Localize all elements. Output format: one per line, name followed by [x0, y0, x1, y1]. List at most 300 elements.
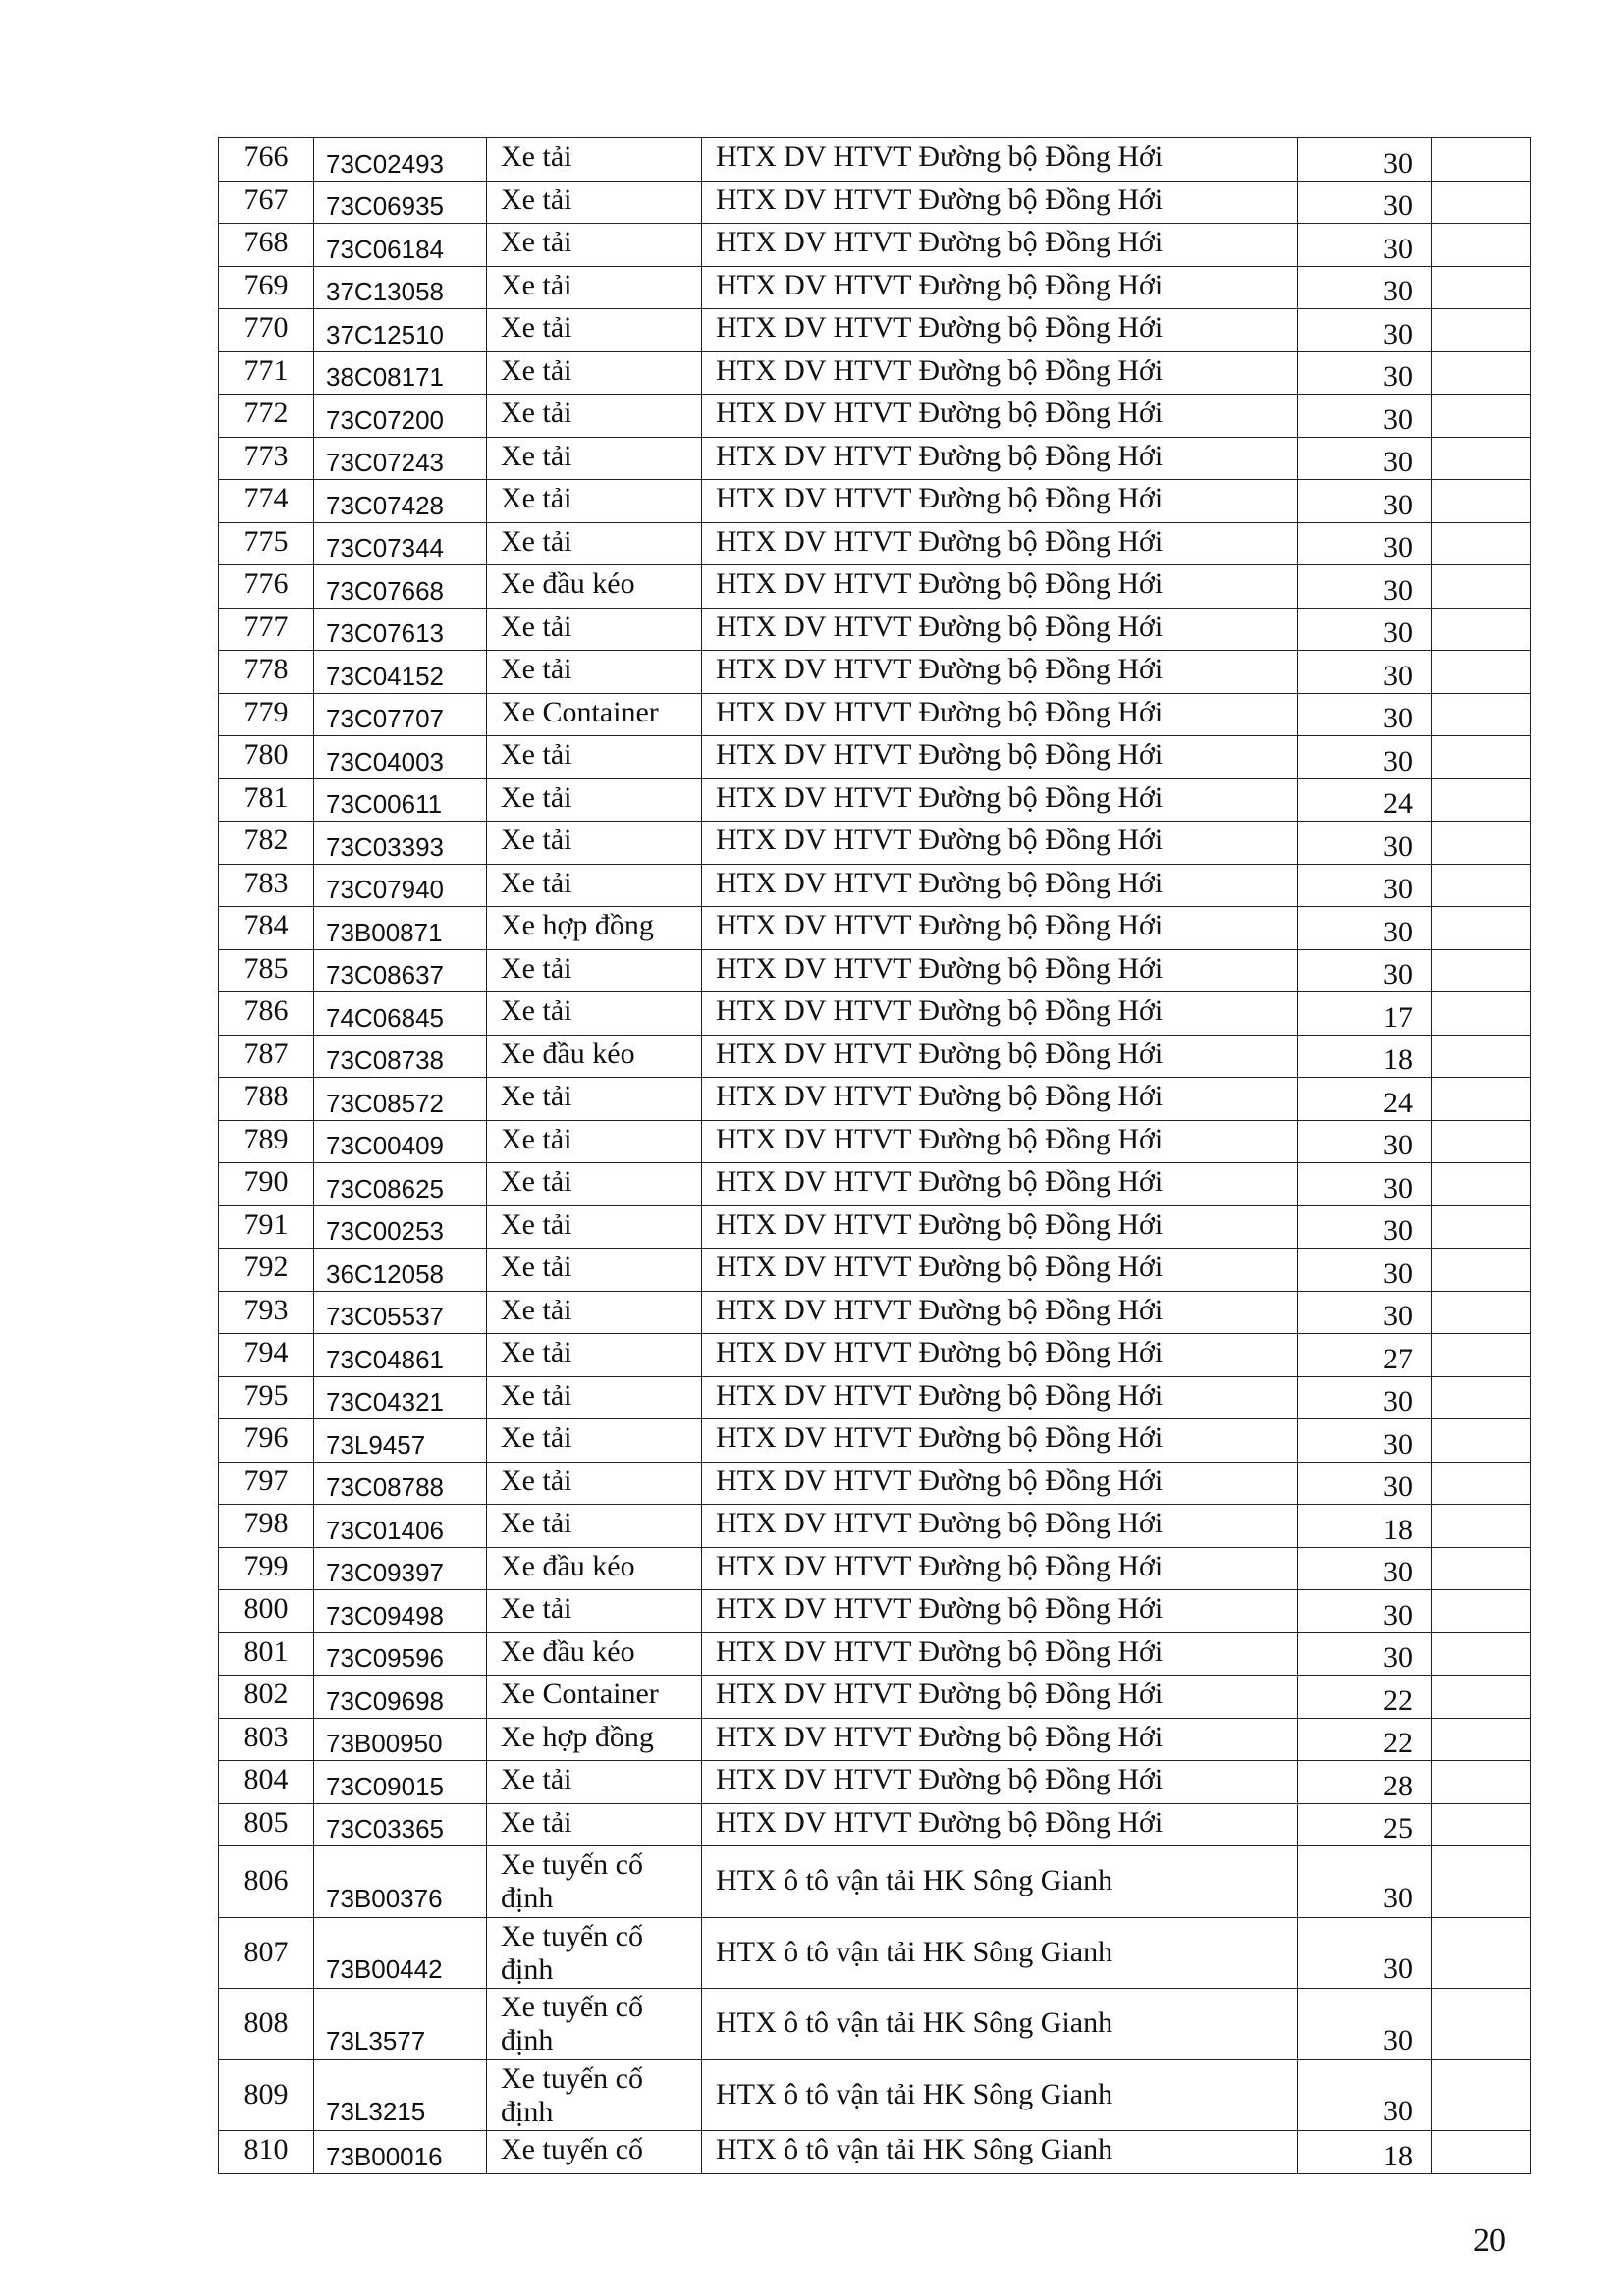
organization-cell: HTX DV HTVT Đường bộ Đồng Hới: [702, 1676, 1298, 1719]
plate-cell: 73C08738: [314, 1035, 487, 1078]
plate-cell: 73C07940: [314, 864, 487, 907]
organization-cell: HTX DV HTVT Đường bộ Đồng Hới: [702, 864, 1298, 907]
table-row: [219, 1846, 1531, 1918]
table-row: [219, 351, 1531, 395]
table-row: [219, 693, 1531, 736]
plate-cell: 73C08572: [314, 1078, 487, 1121]
value-cell: 30: [1298, 266, 1432, 309]
value-cell: 24: [1298, 1078, 1432, 1121]
plate-cell: 73C04321: [314, 1376, 487, 1419]
row-number-cell: 788: [219, 1078, 314, 1121]
vehicle-type-cell: Xe tải: [487, 395, 702, 438]
table-row: [219, 651, 1531, 694]
value-cell: 30: [1298, 395, 1432, 438]
value-cell: 30: [1298, 1120, 1432, 1163]
note-cell: [1432, 1462, 1531, 1505]
table-row: [219, 1376, 1531, 1419]
row-number-cell: 774: [219, 480, 314, 523]
value-cell: 30: [1298, 351, 1432, 395]
organization-cell: HTX DV HTVT Đường bộ Đồng Hới: [702, 822, 1298, 865]
organization-cell: HTX DV HTVT Đường bộ Đồng Hới: [702, 736, 1298, 779]
organization-cell: HTX DV HTVT Đường bộ Đồng Hới: [702, 1163, 1298, 1206]
value-cell: 30: [1298, 864, 1432, 907]
row-number-cell: 799: [219, 1547, 314, 1590]
plate-cell: 73C07668: [314, 565, 487, 609]
note-cell: [1432, 522, 1531, 565]
table-row: [219, 608, 1531, 651]
note-cell: [1432, 992, 1531, 1036]
vehicle-type-cell: Xe đầu kéo: [487, 1632, 702, 1676]
note-cell: [1432, 1334, 1531, 1377]
plate-cell: 73C07613: [314, 608, 487, 651]
organization-cell: HTX DV HTVT Đường bộ Đồng Hới: [702, 1120, 1298, 1163]
note-cell: [1432, 864, 1531, 907]
row-number-cell: 771: [219, 351, 314, 395]
row-number-cell: 805: [219, 1803, 314, 1846]
row-number-cell: 773: [219, 437, 314, 480]
note-cell: [1432, 1249, 1531, 1292]
row-number-cell: 790: [219, 1163, 314, 1206]
plate-cell: 73B00442: [314, 1917, 487, 1989]
plate-cell: 73C00409: [314, 1120, 487, 1163]
plate-cell: 73B00016: [314, 2131, 487, 2174]
vehicle-type-cell: Xe tải: [487, 181, 702, 224]
plate-cell: 73C07707: [314, 693, 487, 736]
table-row: [219, 437, 1531, 480]
plate-cell: 73L3215: [314, 2059, 487, 2131]
organization-cell: HTX DV HTVT Đường bộ Đồng Hới: [702, 608, 1298, 651]
vehicle-type-cell: Xe tải: [487, 736, 702, 779]
note-cell: [1432, 565, 1531, 609]
organization-cell: HTX DV HTVT Đường bộ Đồng Hới: [702, 266, 1298, 309]
note-cell: [1432, 1035, 1531, 1078]
organization-cell: HTX DV HTVT Đường bộ Đồng Hới: [702, 693, 1298, 736]
note-cell: [1432, 608, 1531, 651]
note-cell: [1432, 2059, 1531, 2131]
note-cell: [1432, 907, 1531, 950]
vehicle-type-cell: Xe tải: [487, 266, 702, 309]
table-row: [219, 1419, 1531, 1463]
vehicle-type-cell: Xe tuyến cố: [487, 2131, 702, 2174]
value-cell: 30: [1298, 1590, 1432, 1633]
note-cell: [1432, 351, 1531, 395]
vehicle-type-cell: Xe tuyến cố định: [487, 1917, 702, 1989]
plate-cell: 73C09596: [314, 1632, 487, 1676]
plate-cell: 73C02493: [314, 138, 487, 182]
value-cell: 30: [1298, 907, 1432, 950]
value-cell: 30: [1298, 949, 1432, 992]
vehicle-table: [218, 137, 1531, 2174]
note-cell: [1432, 138, 1531, 182]
table-row: [219, 224, 1531, 267]
value-cell: 28: [1298, 1761, 1432, 1804]
row-number-cell: 801: [219, 1632, 314, 1676]
note-cell: [1432, 1505, 1531, 1548]
organization-cell: HTX ô tô vận tải HK Sông Gianh: [702, 1917, 1298, 1989]
table-row: [219, 1590, 1531, 1633]
vehicle-type-cell: Xe tuyến cố định: [487, 1846, 702, 1918]
table-row: [219, 1249, 1531, 1292]
plate-cell: 73C03365: [314, 1803, 487, 1846]
row-number-cell: 768: [219, 224, 314, 267]
table-row: [219, 266, 1531, 309]
vehicle-type-cell: Xe tuyến cố định: [487, 1989, 702, 2060]
note-cell: [1432, 778, 1531, 822]
vehicle-type-cell: Xe tải: [487, 480, 702, 523]
row-number-cell: 794: [219, 1334, 314, 1377]
vehicle-type-cell: Xe đầu kéo: [487, 1035, 702, 1078]
row-number-cell: 793: [219, 1291, 314, 1334]
vehicle-type-cell: Xe tải: [487, 1376, 702, 1419]
table-row: [219, 309, 1531, 352]
value-cell: 30: [1298, 437, 1432, 480]
vehicle-type-cell: Xe tải: [487, 1803, 702, 1846]
vehicle-type-cell: Xe tải: [487, 992, 702, 1036]
table-row: [219, 949, 1531, 992]
value-cell: 30: [1298, 1632, 1432, 1676]
organization-cell: HTX ô tô vận tải HK Sông Gianh: [702, 1846, 1298, 1918]
table-row: [219, 1035, 1531, 1078]
plate-cell: 73C07243: [314, 437, 487, 480]
note-cell: [1432, 309, 1531, 352]
note-cell: [1432, 693, 1531, 736]
organization-cell: HTX ô tô vận tải HK Sông Gianh: [702, 1989, 1298, 2060]
row-number-cell: 802: [219, 1676, 314, 1719]
note-cell: [1432, 1291, 1531, 1334]
row-number-cell: 777: [219, 608, 314, 651]
table-row: [219, 565, 1531, 609]
value-cell: 30: [1298, 138, 1432, 182]
row-number-cell: 778: [219, 651, 314, 694]
vehicle-type-cell: Xe tải: [487, 864, 702, 907]
note-cell: [1432, 1376, 1531, 1419]
note-cell: [1432, 736, 1531, 779]
organization-cell: HTX DV HTVT Đường bộ Đồng Hới: [702, 1761, 1298, 1804]
table-row: [219, 1989, 1531, 2060]
note-cell: [1432, 822, 1531, 865]
vehicle-type-cell: Xe tải: [487, 522, 702, 565]
vehicle-type-cell: Xe tải: [487, 1120, 702, 1163]
table-row: [219, 1761, 1531, 1804]
organization-cell: HTX DV HTVT Đường bộ Đồng Hới: [702, 1462, 1298, 1505]
note-cell: [1432, 1917, 1531, 1989]
row-number-cell: 791: [219, 1205, 314, 1249]
table-row: [219, 1462, 1531, 1505]
vehicle-type-cell: Xe tải: [487, 437, 702, 480]
value-cell: 25: [1298, 1803, 1432, 1846]
value-cell: 30: [1298, 522, 1432, 565]
plate-cell: 36C12058: [314, 1249, 487, 1292]
value-cell: 30: [1298, 1249, 1432, 1292]
organization-cell: HTX DV HTVT Đường bộ Đồng Hới: [702, 181, 1298, 224]
vehicle-type-cell: Xe tải: [487, 1078, 702, 1121]
value-cell: 30: [1298, 309, 1432, 352]
table-row: [219, 1547, 1531, 1590]
vehicle-type-cell: Xe tải: [487, 778, 702, 822]
table-row: [219, 2059, 1531, 2131]
plate-cell: 73C03393: [314, 822, 487, 865]
vehicle-type-cell: Xe tải: [487, 224, 702, 267]
plate-cell: 73L9457: [314, 1419, 487, 1463]
table-row: [219, 1291, 1531, 1334]
row-number-cell: 783: [219, 864, 314, 907]
row-number-cell: 786: [219, 992, 314, 1036]
vehicle-type-cell: Xe Container: [487, 693, 702, 736]
plate-cell: 73C08637: [314, 949, 487, 992]
table-row: [219, 1120, 1531, 1163]
organization-cell: HTX DV HTVT Đường bộ Đồng Hới: [702, 480, 1298, 523]
plate-cell: 38C08171: [314, 351, 487, 395]
table-row: [219, 1078, 1531, 1121]
organization-cell: HTX DV HTVT Đường bộ Đồng Hới: [702, 1249, 1298, 1292]
plate-cell: 73B00871: [314, 907, 487, 950]
organization-cell: HTX DV HTVT Đường bộ Đồng Hới: [702, 522, 1298, 565]
row-number-cell: 804: [219, 1761, 314, 1804]
organization-cell: HTX DV HTVT Đường bộ Đồng Hới: [702, 224, 1298, 267]
organization-cell: HTX DV HTVT Đường bộ Đồng Hới: [702, 1334, 1298, 1377]
vehicle-type-cell: Xe đầu kéo: [487, 565, 702, 609]
row-number-cell: 787: [219, 1035, 314, 1078]
note-cell: [1432, 480, 1531, 523]
plate-cell: 73B00376: [314, 1846, 487, 1918]
row-number-cell: 779: [219, 693, 314, 736]
plate-cell: 73C08788: [314, 1462, 487, 1505]
organization-cell: HTX DV HTVT Đường bộ Đồng Hới: [702, 1035, 1298, 1078]
plate-cell: 73B00950: [314, 1718, 487, 1761]
vehicle-type-cell: Xe hợp đồng: [487, 1718, 702, 1761]
note-cell: [1432, 266, 1531, 309]
table-row: [219, 1917, 1531, 1989]
value-cell: 22: [1298, 1718, 1432, 1761]
plate-cell: 73C09498: [314, 1590, 487, 1633]
vehicle-type-cell: Xe tải: [487, 1462, 702, 1505]
plate-cell: 73C09015: [314, 1761, 487, 1804]
table-row: [219, 1632, 1531, 1676]
organization-cell: HTX ô tô vận tải HK Sông Gianh: [702, 2131, 1298, 2174]
note-cell: [1432, 1205, 1531, 1249]
note-cell: [1432, 651, 1531, 694]
note-cell: [1432, 1846, 1531, 1918]
page-number: 20: [1473, 2222, 1506, 2259]
plate-cell: 73C05537: [314, 1291, 487, 1334]
table-row: [219, 395, 1531, 438]
note-cell: [1432, 1590, 1531, 1633]
organization-cell: HTX DV HTVT Đường bộ Đồng Hới: [702, 651, 1298, 694]
organization-cell: HTX DV HTVT Đường bộ Đồng Hới: [702, 1291, 1298, 1334]
table-row: [219, 138, 1531, 182]
plate-cell: 73C08625: [314, 1163, 487, 1206]
table-row: [219, 992, 1531, 1036]
table-row: [219, 480, 1531, 523]
row-number-cell: 772: [219, 395, 314, 438]
organization-cell: HTX DV HTVT Đường bộ Đồng Hới: [702, 565, 1298, 609]
value-cell: 30: [1298, 2059, 1432, 2131]
value-cell: 30: [1298, 608, 1432, 651]
plate-cell: 73C09397: [314, 1547, 487, 1590]
value-cell: 30: [1298, 1989, 1432, 2060]
plate-cell: 73C07428: [314, 480, 487, 523]
vehicle-type-cell: Xe tải: [487, 1205, 702, 1249]
vehicle-type-cell: Xe tải: [487, 608, 702, 651]
vehicle-type-cell: Xe tải: [487, 822, 702, 865]
vehicle-type-cell: Xe tải: [487, 351, 702, 395]
row-number-cell: 769: [219, 266, 314, 309]
row-number-cell: 785: [219, 949, 314, 992]
plate-cell: 73C04861: [314, 1334, 487, 1377]
table-body: [219, 138, 1531, 2174]
plate-cell: 73C09698: [314, 1676, 487, 1719]
value-cell: 24: [1298, 778, 1432, 822]
value-cell: 30: [1298, 480, 1432, 523]
organization-cell: HTX ô tô vận tải HK Sông Gianh: [702, 2059, 1298, 2131]
vehicle-type-cell: Xe tải: [487, 1291, 702, 1334]
value-cell: 30: [1298, 565, 1432, 609]
organization-cell: HTX DV HTVT Đường bộ Đồng Hới: [702, 1419, 1298, 1463]
note-cell: [1432, 1120, 1531, 1163]
table-row: [219, 1163, 1531, 1206]
value-cell: 30: [1298, 1419, 1432, 1463]
value-cell: 30: [1298, 822, 1432, 865]
plate-cell: 37C13058: [314, 266, 487, 309]
organization-cell: HTX DV HTVT Đường bộ Đồng Hới: [702, 1078, 1298, 1121]
vehicle-type-cell: Xe tải: [487, 949, 702, 992]
note-cell: [1432, 437, 1531, 480]
organization-cell: HTX DV HTVT Đường bộ Đồng Hới: [702, 1590, 1298, 1633]
row-number-cell: 798: [219, 1505, 314, 1548]
vehicle-type-cell: Xe tải: [487, 1590, 702, 1633]
value-cell: 30: [1298, 1163, 1432, 1206]
note-cell: [1432, 1989, 1531, 2060]
plate-cell: 73C04152: [314, 651, 487, 694]
note-cell: [1432, 1547, 1531, 1590]
row-number-cell: 797: [219, 1462, 314, 1505]
value-cell: 18: [1298, 2131, 1432, 2174]
row-number-cell: 781: [219, 778, 314, 822]
organization-cell: HTX DV HTVT Đường bộ Đồng Hới: [702, 1547, 1298, 1590]
value-cell: 30: [1298, 1205, 1432, 1249]
row-number-cell: 766: [219, 138, 314, 182]
row-number-cell: 795: [219, 1376, 314, 1419]
organization-cell: HTX DV HTVT Đường bộ Đồng Hới: [702, 1718, 1298, 1761]
organization-cell: HTX DV HTVT Đường bộ Đồng Hới: [702, 437, 1298, 480]
organization-cell: HTX DV HTVT Đường bộ Đồng Hới: [702, 1505, 1298, 1548]
row-number-cell: 782: [219, 822, 314, 865]
note-cell: [1432, 1718, 1531, 1761]
plate-cell: 73C00611: [314, 778, 487, 822]
row-number-cell: 784: [219, 907, 314, 950]
row-number-cell: 806: [219, 1846, 314, 1918]
plate-cell: 73C00253: [314, 1205, 487, 1249]
value-cell: 30: [1298, 1462, 1432, 1505]
organization-cell: HTX DV HTVT Đường bộ Đồng Hới: [702, 1803, 1298, 1846]
table-row: [219, 1803, 1531, 1846]
plate-cell: 73C04003: [314, 736, 487, 779]
vehicle-type-cell: Xe hợp đồng: [487, 907, 702, 950]
row-number-cell: 770: [219, 309, 314, 352]
vehicle-type-cell: Xe tải: [487, 651, 702, 694]
vehicle-type-cell: Xe tuyến cố định: [487, 2059, 702, 2131]
row-number-cell: 803: [219, 1718, 314, 1761]
row-number-cell: 780: [219, 736, 314, 779]
table-row: [219, 1718, 1531, 1761]
value-cell: 30: [1298, 1917, 1432, 1989]
row-number-cell: 767: [219, 181, 314, 224]
plate-cell: 37C12510: [314, 309, 487, 352]
note-cell: [1432, 1803, 1531, 1846]
note-cell: [1432, 1676, 1531, 1719]
note-cell: [1432, 224, 1531, 267]
value-cell: 30: [1298, 181, 1432, 224]
note-cell: [1432, 1632, 1531, 1676]
plate-cell: 73C01406: [314, 1505, 487, 1548]
row-number-cell: 800: [219, 1590, 314, 1633]
note-cell: [1432, 1163, 1531, 1206]
table-row: [219, 181, 1531, 224]
value-cell: 18: [1298, 1035, 1432, 1078]
vehicle-type-cell: Xe tải: [487, 309, 702, 352]
plate-cell: 73C06184: [314, 224, 487, 267]
value-cell: 18: [1298, 1505, 1432, 1548]
note-cell: [1432, 1761, 1531, 1804]
row-number-cell: 810: [219, 2131, 314, 2174]
table-row: [219, 907, 1531, 950]
organization-cell: HTX DV HTVT Đường bộ Đồng Hới: [702, 351, 1298, 395]
value-cell: 30: [1298, 224, 1432, 267]
note-cell: [1432, 1419, 1531, 1463]
plate-cell: 73C07200: [314, 395, 487, 438]
note-cell: [1432, 1078, 1531, 1121]
note-cell: [1432, 181, 1531, 224]
vehicle-type-cell: Xe tải: [487, 1419, 702, 1463]
organization-cell: HTX DV HTVT Đường bộ Đồng Hới: [702, 309, 1298, 352]
plate-cell: 74C06845: [314, 992, 487, 1036]
row-number-cell: 775: [219, 522, 314, 565]
value-cell: 17: [1298, 992, 1432, 1036]
vehicle-type-cell: Xe tải: [487, 1505, 702, 1548]
plate-cell: 73L3577: [314, 1989, 487, 2060]
value-cell: 30: [1298, 651, 1432, 694]
organization-cell: HTX DV HTVT Đường bộ Đồng Hới: [702, 1205, 1298, 1249]
table-row: [219, 1676, 1531, 1719]
vehicle-type-cell: Xe Container: [487, 1676, 702, 1719]
table-row: [219, 522, 1531, 565]
row-number-cell: 807: [219, 1917, 314, 1989]
organization-cell: HTX DV HTVT Đường bộ Đồng Hới: [702, 778, 1298, 822]
vehicle-type-cell: Xe tải: [487, 1334, 702, 1377]
row-number-cell: 792: [219, 1249, 314, 1292]
organization-cell: HTX DV HTVT Đường bộ Đồng Hới: [702, 395, 1298, 438]
value-cell: 22: [1298, 1676, 1432, 1719]
value-cell: 30: [1298, 1547, 1432, 1590]
vehicle-type-cell: Xe đầu kéo: [487, 1547, 702, 1590]
vehicle-type-cell: Xe tải: [487, 138, 702, 182]
row-number-cell: 809: [219, 2059, 314, 2131]
value-cell: 30: [1298, 1846, 1432, 1918]
plate-cell: 73C06935: [314, 181, 487, 224]
vehicle-type-cell: Xe tải: [487, 1761, 702, 1804]
row-number-cell: 808: [219, 1989, 314, 2060]
vehicle-type-cell: Xe tải: [487, 1163, 702, 1206]
note-cell: [1432, 2131, 1531, 2174]
organization-cell: HTX DV HTVT Đường bộ Đồng Hới: [702, 949, 1298, 992]
value-cell: 30: [1298, 1291, 1432, 1334]
value-cell: 30: [1298, 693, 1432, 736]
table-row: [219, 778, 1531, 822]
organization-cell: HTX DV HTVT Đường bộ Đồng Hới: [702, 138, 1298, 182]
table-row: [219, 1334, 1531, 1377]
value-cell: 30: [1298, 1376, 1432, 1419]
organization-cell: HTX DV HTVT Đường bộ Đồng Hới: [702, 1632, 1298, 1676]
